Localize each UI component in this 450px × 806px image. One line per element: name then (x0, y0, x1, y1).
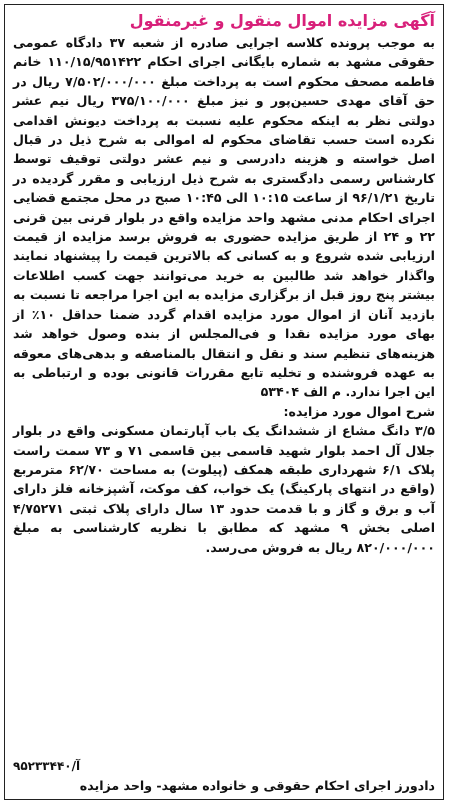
issuer-line: دادورز اجرای احکام حقوقی و خانواده مشهد- واحد مزایده (79, 778, 435, 793)
notice-body-paragraph: به موجب پرونده کلاسه اجرایی صادره از شعبه ۳۷ دادگاه عمومی حقوقی مشهد به شماره بایگانی اجرای احکام ۱۱۰/۱۵/۹۵۱۴۲۲ خانم فاطمه مصحف محکوم است به پرداخت مبلغ ۷/۵۰۲/۰۰۰/۰۰۰ ریال در حق آقای مهدی حسین‌پور و نیز مبلغ ۳۷۵/۱۰۰/۰۰۰ ریال نیم عشر دولتی نظر به اینکه محکوم علیه نسبت به پرداخت دیونش اقدامی نکرده است حسب تقاضای محکوم له اموالی به شرح ذیل در قبال اصل خواسته و هزینه دادرسی و نیم عشر دولتی توقیف توسط کارشناس رسمی دادگستری به شرح ذیل ارزیابی و مقرر گردیده در تاریخ ۹۶/۱/۲۱ از ساعت ۱۰:۱۵ الی ۱۰:۴۵ صبح در محل مجتمع قضایی اجرای احکام مدنی مشهد واحد مزایده واقع در بلوار قرنی بین قرنی ۲۲ و ۲۴ از طریق مزایده حضوری به فروش برسد مزایده از قیمت ارزیابی شده شروع و به کسانی که بالاترین قیمت را پیشنهاد نمایند واگذار خواهد شد طالبین به خرید می‌توانند جهت کسب اطلاعات بیشتر پنج روز قبل از برگزاری مزایده به این اجرا مراجعه تا نسبت به بازدید آنان از اموال مورد مزایده اقدام گردد ضمنا حداقل ۱۰٪ از بهای مورد مزایده نقدا و فی‌المجلس از بنده وصول خواهد شد هزینه‌های تنظیم سند و نقل و انتقال بالمناصفه و بدهی‌های معوقه به عهده فروشنده و تخلیه تابع مقررات قانونی بوده و ارتباطی به این اجرا ندارد. م الف ۵۳۴۰۴ (13, 35, 436, 400)
notice-footer (13, 759, 435, 795)
property-description: ۳/۵ دانگ مشاع از ششدانگ یک باب آپارتمان مسکونی واقع در بلوار جلال آل احمد بلوار شهید قاسمی بین قاسمی ۷۱ و ۷۳ سمت راست پلاک ۶/۱ شهرداری طبقه همکف (پیلوت) به مساحت ۶۲/۷۰ مترمربع (واقع در انتهای پارکینگ) یک خواب، کف موکت، آشپزخانه فلز دارای آب و برق و گاز و با قدمت حدود ۱۳ سال دارای پلاک ثبتی ۴/۷۵۲۷۱ اصلی بخش ۹ مشهد که مطابق با نظریه کارشناسی به مبلغ ۸۲۰/۰۰۰/۰۰۰ ریال به فروش می‌رسد. (13, 423, 436, 555)
notice-frame (4, 4, 444, 800)
reference-code: ۹۵۲۳۳۴۴۰/آ (13, 759, 81, 773)
notice-title: آگهی مزایده اموال منقول و غیرمنقول (129, 11, 435, 30)
notice-body (5, 33, 443, 557)
property-section-title: شرح اموال مورد مزایده: (283, 403, 435, 419)
